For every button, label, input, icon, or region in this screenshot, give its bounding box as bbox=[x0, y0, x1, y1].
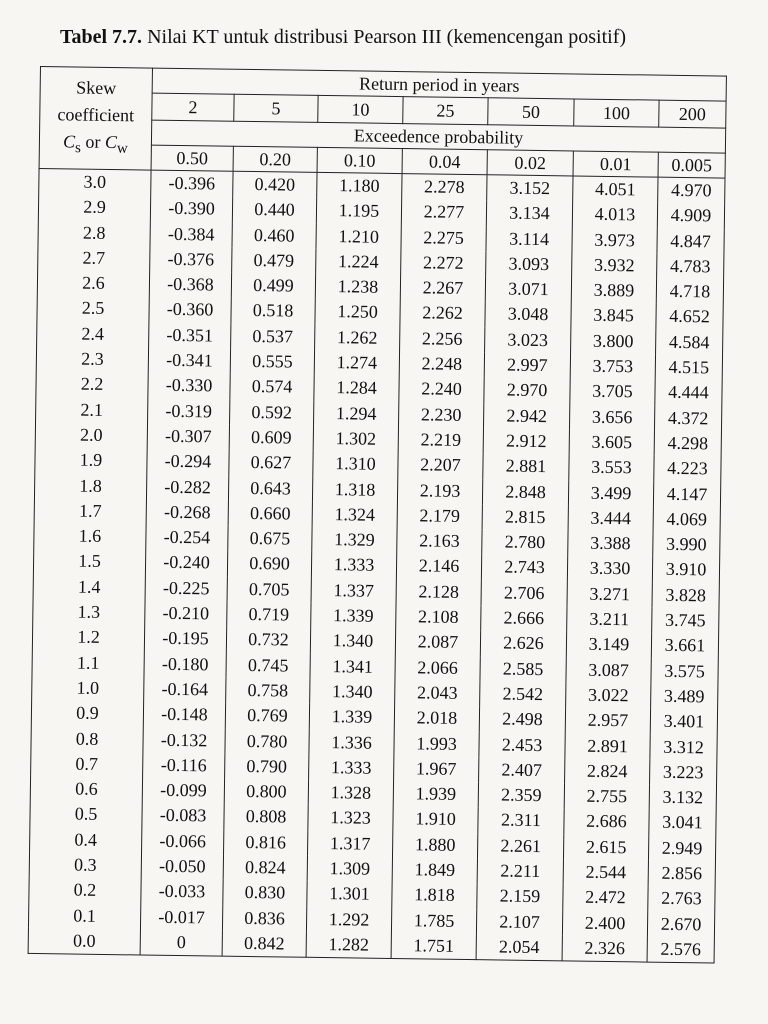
skew-value-cell: 2.6 bbox=[37, 270, 149, 297]
kt-value-cell: 1.302 bbox=[313, 426, 398, 452]
kt-value-cell: -0.390 bbox=[150, 196, 232, 222]
kt-value-cell: 3.932 bbox=[572, 252, 657, 278]
skew-value-cell: 2.3 bbox=[36, 346, 148, 373]
kt-value-cell: 4.051 bbox=[573, 176, 658, 203]
kt-value-cell: 2.018 bbox=[394, 705, 479, 731]
probability-cell: 0.10 bbox=[317, 147, 402, 173]
kt-value-cell: 0.537 bbox=[231, 323, 315, 349]
kt-value-cell: 4.013 bbox=[572, 202, 657, 228]
kt-value-cell: 2.107 bbox=[476, 909, 562, 935]
kt-value-cell: 2.146 bbox=[396, 553, 481, 579]
kt-value-cell: -0.033 bbox=[141, 879, 223, 905]
kt-value-cell: 1.323 bbox=[308, 805, 393, 831]
kt-value-cell: 4.372 bbox=[654, 405, 721, 431]
kt-value-cell: 1.262 bbox=[315, 325, 400, 351]
skew-header-line2: coefficient bbox=[57, 103, 135, 126]
kt-value-cell: 3.388 bbox=[568, 531, 653, 557]
kt-value-cell: 1.195 bbox=[316, 198, 401, 224]
kt-value-cell: 2.891 bbox=[565, 733, 650, 759]
kt-value-cell: 3.444 bbox=[568, 505, 653, 531]
kt-value-cell: 1.238 bbox=[315, 274, 400, 300]
probability-cell: 0.02 bbox=[487, 150, 573, 176]
skew-value-cell: 0.3 bbox=[29, 852, 141, 879]
kt-value-cell: 2.780 bbox=[482, 529, 568, 555]
table-body bbox=[28, 168, 725, 963]
kt-value-cell: 1.339 bbox=[311, 603, 396, 629]
kt-value-cell: 2.615 bbox=[563, 834, 648, 860]
kt-value-cell: 4.147 bbox=[653, 481, 720, 507]
kt-value-cell: 0.675 bbox=[228, 526, 312, 552]
kt-value-cell: 2.219 bbox=[398, 427, 483, 453]
kt-value-cell: 2.542 bbox=[480, 681, 566, 707]
kt-value-cell: 2.311 bbox=[478, 808, 564, 834]
skew-value-cell: 1.2 bbox=[32, 624, 144, 651]
kt-value-cell: 0.800 bbox=[224, 779, 308, 805]
kt-value-cell: 1.339 bbox=[309, 704, 394, 730]
kt-value-cell: 0.745 bbox=[226, 652, 310, 678]
kt-value-cell: -0.083 bbox=[142, 803, 224, 829]
kt-value-cell: -0.330 bbox=[148, 373, 230, 399]
skew-value-cell: 2.9 bbox=[38, 194, 150, 221]
kt-value-cell: 1.337 bbox=[311, 578, 396, 604]
kt-value-cell: 3.753 bbox=[570, 354, 655, 380]
kt-value-cell: 3.828 bbox=[652, 582, 719, 608]
kt-value-cell: 1.849 bbox=[392, 857, 477, 883]
kt-value-cell: 3.910 bbox=[652, 557, 719, 583]
kt-value-cell: 1.751 bbox=[391, 933, 476, 960]
kt-value-cell: 2.755 bbox=[564, 784, 649, 810]
kt-value-cell: -0.282 bbox=[146, 474, 228, 500]
skew-value-cell: 0.5 bbox=[30, 801, 142, 828]
kt-value-cell: 3.041 bbox=[649, 810, 716, 836]
kt-value-cell: 3.211 bbox=[567, 606, 652, 632]
kt-value-cell: 1.180 bbox=[317, 172, 402, 199]
kt-value-cell: 1.284 bbox=[314, 375, 399, 401]
kt-value-cell: 2.706 bbox=[481, 580, 567, 606]
kt-value-cell: 1.910 bbox=[393, 806, 478, 832]
skew-value-cell: 1.4 bbox=[33, 574, 145, 601]
kt-value-cell: 0.780 bbox=[225, 728, 309, 754]
kt-value-cell: 3.973 bbox=[572, 227, 657, 253]
kt-value-cell: 1.317 bbox=[307, 831, 392, 857]
kt-value-cell: 0.769 bbox=[225, 703, 309, 729]
kt-value-cell: 4.718 bbox=[656, 279, 723, 305]
skew-value-cell: 0.9 bbox=[31, 700, 143, 727]
kt-value-cell: 3.489 bbox=[651, 684, 718, 710]
kt-value-cell: 3.271 bbox=[567, 581, 652, 607]
kt-value-cell: 2.054 bbox=[476, 934, 562, 961]
kt-value-cell: 1.333 bbox=[311, 552, 396, 578]
period-cell: 50 bbox=[488, 98, 574, 126]
kt-value-cell: 1.993 bbox=[394, 731, 479, 757]
kt-value-cell: 3.087 bbox=[566, 657, 651, 683]
kt-value-cell: 0.808 bbox=[224, 804, 308, 830]
kt-value-cell: 2.043 bbox=[395, 680, 480, 706]
skew-value-cell: 2.7 bbox=[38, 245, 150, 272]
kt-value-cell: 3.048 bbox=[485, 302, 571, 328]
skew-coefficient-header bbox=[39, 67, 152, 171]
kt-value-cell: -0.376 bbox=[150, 246, 232, 272]
kt-value-cell: 2.848 bbox=[482, 479, 568, 505]
kt-value-cell: 3.605 bbox=[569, 429, 654, 455]
kt-value-cell: 0.627 bbox=[229, 450, 313, 476]
kt-value-cell: 0.643 bbox=[228, 475, 312, 501]
kt-value-cell: 2.248 bbox=[399, 351, 484, 377]
kt-value-cell: 2.949 bbox=[648, 835, 715, 861]
skew-value-cell: 0.0 bbox=[28, 928, 140, 955]
kt-value-cell: 2.472 bbox=[563, 885, 648, 911]
kt-value-cell: 0.555 bbox=[230, 349, 314, 375]
kt-value-cell: 2.881 bbox=[483, 453, 569, 479]
kt-value-cell: 4.970 bbox=[658, 177, 725, 204]
skew-value-cell: 0.6 bbox=[30, 776, 142, 803]
skew-value-cell: 0.1 bbox=[28, 903, 140, 930]
kt-value-cell: 2.179 bbox=[397, 503, 482, 529]
skew-value-cell: 2.4 bbox=[37, 321, 149, 348]
kt-value-cell: 1.301 bbox=[307, 881, 392, 907]
kt-value-cell: 2.686 bbox=[564, 809, 649, 835]
kt-value-cell: 1.880 bbox=[392, 832, 477, 858]
kt-value-cell: 2.856 bbox=[648, 861, 715, 887]
table-title-text: Nilai KT untuk distribusi Pearson III (kemencengan positif) bbox=[147, 26, 627, 48]
kt-value-cell: 2.763 bbox=[648, 886, 715, 912]
kt-value-cell: 2.626 bbox=[480, 631, 566, 657]
kt-value-cell: 2.359 bbox=[478, 782, 564, 808]
kt-value-cell: 3.575 bbox=[651, 658, 718, 684]
kt-value-cell: -0.210 bbox=[145, 601, 227, 627]
probability-cell: 0.50 bbox=[151, 145, 233, 171]
kt-value-cell: -0.368 bbox=[149, 272, 231, 298]
skew-value-cell: 0.7 bbox=[31, 751, 143, 778]
kt-value-cell: 1.967 bbox=[394, 756, 479, 782]
skew-header-line3: $C_s$ or $C_w$ bbox=[62, 131, 128, 157]
kt-value-cell: 2.400 bbox=[562, 910, 647, 936]
kt-value-cell: 0 bbox=[140, 929, 222, 956]
kt-value-cell: 2.824 bbox=[565, 758, 650, 784]
kt-value-cell: 0.758 bbox=[226, 678, 310, 704]
kt-value-cell: 2.272 bbox=[401, 250, 486, 276]
kt-value-cell: -0.307 bbox=[147, 424, 229, 450]
kt-value-cell: 1.224 bbox=[316, 249, 401, 275]
kt-value-cell: 2.957 bbox=[565, 708, 650, 734]
kt-value-cell: 2.262 bbox=[400, 301, 485, 327]
kt-value-cell: 4.298 bbox=[654, 431, 721, 457]
kt-value-cell: 0.836 bbox=[222, 905, 306, 931]
kt-value-cell: 2.942 bbox=[483, 403, 569, 429]
period-cell: 10 bbox=[318, 95, 403, 123]
kt-value-cell: 2.256 bbox=[400, 326, 485, 352]
skew-value-cell: 0.8 bbox=[31, 725, 143, 752]
kt-value-cell: 3.149 bbox=[566, 632, 651, 658]
period-cell: 2 bbox=[152, 93, 234, 121]
skew-value-cell: 1.3 bbox=[33, 599, 145, 626]
pearson-kt-table bbox=[28, 66, 727, 964]
kt-value-cell: -0.050 bbox=[141, 854, 223, 880]
kt-value-cell: 2.277 bbox=[401, 199, 486, 225]
kt-value-cell: 1.324 bbox=[312, 502, 397, 528]
kt-value-cell: -0.099 bbox=[142, 778, 224, 804]
kt-value-cell: 4.783 bbox=[657, 254, 724, 280]
kt-value-cell: -0.360 bbox=[149, 297, 231, 323]
kt-value-cell: 3.401 bbox=[650, 709, 717, 735]
kt-value-cell: 0.705 bbox=[227, 576, 311, 602]
kt-value-cell: 0.479 bbox=[232, 248, 316, 274]
kt-value-cell: -0.225 bbox=[145, 575, 227, 601]
kt-value-cell: 0.842 bbox=[222, 931, 306, 958]
kt-value-cell: 3.656 bbox=[569, 404, 654, 430]
skew-value-cell: 0.4 bbox=[30, 827, 142, 854]
kt-value-cell: 2.275 bbox=[401, 225, 486, 251]
exceedence-probability-header: Exceedence probability bbox=[151, 120, 725, 153]
kt-value-cell: 2.211 bbox=[477, 858, 563, 884]
skew-value-cell: 1.9 bbox=[35, 447, 147, 474]
kt-value-cell: 2.066 bbox=[395, 655, 480, 681]
kt-value-cell: 2.743 bbox=[481, 555, 567, 581]
kt-value-cell: 2.326 bbox=[562, 935, 647, 962]
kt-value-cell: 2.997 bbox=[484, 352, 570, 378]
kt-value-cell: 1.310 bbox=[313, 451, 398, 477]
kt-value-cell: -0.341 bbox=[148, 348, 230, 374]
kt-value-cell: 3.093 bbox=[486, 251, 572, 277]
skew-value-cell: 2.0 bbox=[35, 422, 147, 449]
kt-value-cell: 3.889 bbox=[571, 278, 656, 304]
kt-value-cell: 1.210 bbox=[316, 223, 401, 249]
kt-value-cell: 0.830 bbox=[223, 880, 307, 906]
kt-value-cell: 4.069 bbox=[653, 506, 720, 532]
kt-value-cell: -0.268 bbox=[146, 499, 228, 525]
skew-value-cell: 1.5 bbox=[33, 548, 145, 575]
kt-value-cell: 3.223 bbox=[650, 759, 717, 785]
kt-value-cell: 3.745 bbox=[652, 608, 719, 634]
kt-value-cell: 0.790 bbox=[225, 753, 309, 779]
skew-value-cell: 2.8 bbox=[38, 220, 150, 247]
kt-value-cell: -0.066 bbox=[142, 828, 224, 854]
kt-value-cell: 0.574 bbox=[230, 374, 314, 400]
kt-value-cell: -0.396 bbox=[151, 170, 233, 197]
kt-value-cell: 1.250 bbox=[315, 299, 400, 325]
kt-value-cell: 3.134 bbox=[486, 201, 572, 227]
kt-value-cell: 2.278 bbox=[402, 174, 487, 201]
kt-value-cell: 0.824 bbox=[223, 855, 307, 881]
kt-value-cell: 3.800 bbox=[571, 328, 656, 354]
kt-value-cell: 2.407 bbox=[479, 757, 565, 783]
kt-value-cell: 2.666 bbox=[481, 605, 567, 631]
kt-value-cell: 3.499 bbox=[568, 480, 653, 506]
kt-value-cell: 3.990 bbox=[653, 532, 720, 558]
kt-value-cell: 2.453 bbox=[479, 732, 565, 758]
kt-value-cell: -0.180 bbox=[144, 651, 226, 677]
kt-value-cell: -0.017 bbox=[140, 904, 222, 930]
period-cell: 25 bbox=[403, 97, 488, 125]
kt-value-cell: 3.132 bbox=[649, 785, 716, 811]
skew-value-cell: 2.1 bbox=[36, 397, 148, 424]
kt-value-cell: 2.670 bbox=[647, 911, 714, 937]
kt-value-cell: 4.652 bbox=[656, 304, 723, 330]
kt-value-cell: 1.294 bbox=[314, 401, 399, 427]
kt-value-cell: 2.193 bbox=[397, 478, 482, 504]
kt-value-cell: 0.609 bbox=[229, 425, 313, 451]
kt-value-cell: -0.116 bbox=[143, 752, 225, 778]
skew-value-cell: 1.6 bbox=[34, 523, 146, 550]
kt-value-cell: 0.518 bbox=[231, 298, 315, 324]
kt-value-cell: 1.328 bbox=[308, 780, 393, 806]
kt-value-cell: -0.254 bbox=[146, 525, 228, 551]
kt-value-cell: 3.152 bbox=[487, 175, 573, 202]
kt-value-cell: -0.240 bbox=[145, 550, 227, 576]
kt-value-cell: 1.818 bbox=[392, 882, 477, 908]
kt-value-cell: 1.282 bbox=[306, 932, 391, 959]
probability-cell: 0.04 bbox=[402, 149, 487, 175]
kt-value-cell: 3.845 bbox=[571, 303, 656, 329]
kt-value-cell: 1.309 bbox=[307, 856, 392, 882]
kt-value-cell: 3.022 bbox=[566, 682, 651, 708]
skew-value-cell: 2.2 bbox=[36, 371, 148, 398]
kt-value-cell: 2.576 bbox=[647, 936, 714, 963]
kt-value-cell: 3.330 bbox=[567, 556, 652, 582]
probability-cell: 0.005 bbox=[658, 152, 725, 178]
kt-value-cell: 4.909 bbox=[657, 203, 724, 229]
kt-value-cell: 0.499 bbox=[231, 273, 315, 299]
kt-value-cell: 2.230 bbox=[398, 402, 483, 428]
kt-value-cell: 3.312 bbox=[650, 734, 717, 760]
kt-value-cell: 3.023 bbox=[485, 327, 571, 353]
kt-value-cell: 1.340 bbox=[310, 628, 395, 654]
kt-value-cell: 0.592 bbox=[230, 399, 314, 425]
skew-value-cell: 1.7 bbox=[34, 498, 146, 525]
kt-value-cell: 4.444 bbox=[655, 380, 722, 406]
table-title-label: Tabel 7.7. bbox=[60, 26, 143, 48]
kt-value-cell: 2.498 bbox=[479, 706, 565, 732]
kt-value-cell: 0.660 bbox=[228, 501, 312, 527]
kt-value-cell: 0.816 bbox=[224, 829, 308, 855]
kt-value-cell: 0.690 bbox=[227, 551, 311, 577]
kt-value-cell: 1.785 bbox=[391, 908, 476, 934]
period-cell: 5 bbox=[234, 94, 318, 122]
kt-value-cell: 2.108 bbox=[396, 604, 481, 630]
kt-value-cell: 4.515 bbox=[655, 355, 722, 381]
kt-value-cell: -0.294 bbox=[147, 449, 229, 475]
kt-value-cell: 1.939 bbox=[393, 781, 478, 807]
skew-value-cell: 3.0 bbox=[39, 168, 151, 195]
kt-value-cell: 1.318 bbox=[312, 476, 397, 502]
kt-value-cell: 3.114 bbox=[486, 226, 572, 252]
kt-value-cell: 1.333 bbox=[309, 755, 394, 781]
probability-cell: 0.01 bbox=[573, 151, 658, 177]
kt-value-cell: 1.336 bbox=[309, 729, 394, 755]
skew-value-cell: 0.2 bbox=[29, 877, 141, 904]
return-period-header: Return period in years bbox=[152, 68, 726, 101]
kt-value-cell: 2.815 bbox=[482, 504, 568, 530]
kt-value-cell: 2.207 bbox=[398, 452, 483, 478]
skew-value-cell: 1.8 bbox=[34, 473, 146, 500]
period-cell: 100 bbox=[574, 99, 659, 127]
kt-value-cell: 0.420 bbox=[233, 171, 317, 198]
kt-value-cell: 4.847 bbox=[657, 228, 724, 254]
kt-value-cell: 2.970 bbox=[484, 378, 570, 404]
kt-value-cell: 0.719 bbox=[227, 602, 311, 628]
period-cell: 200 bbox=[659, 100, 726, 128]
kt-value-cell: -0.351 bbox=[149, 322, 231, 348]
kt-value-cell: -0.164 bbox=[144, 676, 226, 702]
kt-value-cell: 2.163 bbox=[397, 528, 482, 554]
skew-value-cell: 2.5 bbox=[37, 295, 149, 322]
kt-value-cell: 1.341 bbox=[310, 653, 395, 679]
kt-value-cell: 0.440 bbox=[232, 197, 316, 223]
table-title bbox=[60, 26, 626, 49]
kt-value-cell: 3.705 bbox=[570, 379, 655, 405]
kt-value-cell: 2.240 bbox=[399, 376, 484, 402]
kt-value-cell: 3.071 bbox=[485, 276, 571, 302]
kt-value-cell: -0.148 bbox=[143, 702, 225, 728]
kt-value-cell: 2.267 bbox=[400, 275, 485, 301]
kt-value-cell: -0.195 bbox=[144, 626, 226, 652]
kt-value-cell: -0.319 bbox=[148, 398, 230, 424]
kt-value-cell: 1.329 bbox=[312, 527, 397, 553]
kt-value-cell: 2.585 bbox=[480, 656, 566, 682]
skew-value-cell: 1.1 bbox=[32, 650, 144, 677]
kt-value-cell: 4.584 bbox=[656, 329, 723, 355]
kt-value-cell: 1.340 bbox=[310, 679, 395, 705]
kt-value-cell: 3.661 bbox=[651, 633, 718, 659]
kt-value-cell: 3.553 bbox=[569, 455, 654, 481]
kt-value-cell: 2.912 bbox=[483, 428, 569, 454]
kt-value-cell: 1.292 bbox=[306, 906, 391, 932]
kt-value-cell: 2.128 bbox=[396, 579, 481, 605]
kt-value-cell: 2.087 bbox=[395, 629, 480, 655]
kt-value-cell: 0.460 bbox=[232, 222, 316, 248]
kt-value-cell: 2.544 bbox=[563, 859, 648, 885]
skew-value-cell: 1.0 bbox=[32, 675, 144, 702]
kt-value-cell: 2.261 bbox=[477, 833, 563, 859]
skew-header-line1: Skew bbox=[76, 77, 117, 98]
kt-value-cell: 0.732 bbox=[226, 627, 310, 653]
kt-value-cell: -0.132 bbox=[143, 727, 225, 753]
kt-value-cell: 4.223 bbox=[654, 456, 721, 482]
kt-value-cell: 1.274 bbox=[314, 350, 399, 376]
probability-cell: 0.20 bbox=[233, 146, 317, 172]
kt-value-cell: -0.384 bbox=[150, 221, 232, 247]
kt-value-cell: 2.159 bbox=[477, 883, 563, 909]
